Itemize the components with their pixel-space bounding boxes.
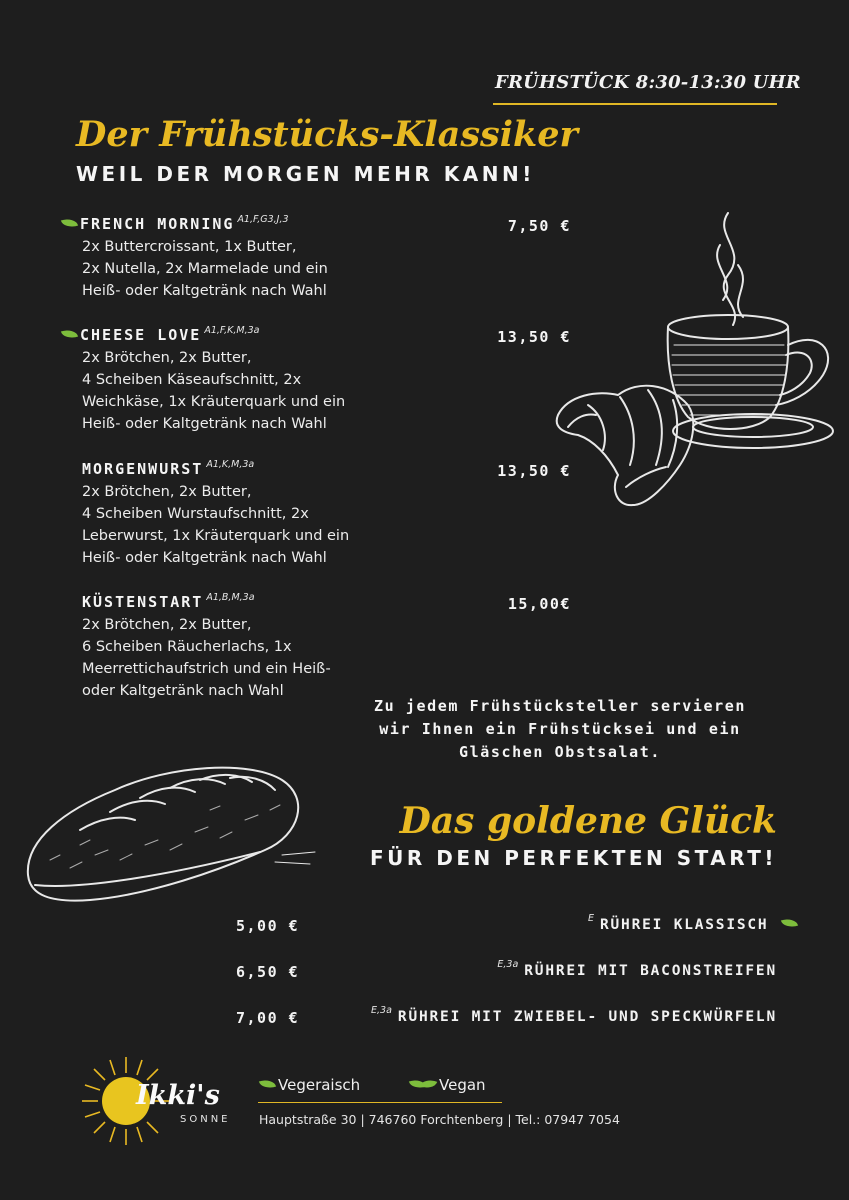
item-name: RÜHREI KLASSISCH bbox=[599, 917, 769, 933]
coffee-croissant-illustration bbox=[548, 205, 838, 515]
vegetarian-leaf-icon bbox=[61, 327, 78, 341]
footer-divider bbox=[258, 1102, 502, 1103]
allergen-codes: A1,B,M,3a bbox=[206, 592, 255, 603]
vegetarian-leaf-icon bbox=[61, 216, 78, 230]
hours-underline bbox=[493, 103, 777, 105]
allergen-codes: A1,K,M,3a bbox=[206, 459, 255, 470]
item-price: 15,00€ bbox=[507, 595, 571, 613]
allergen-codes: E,3a bbox=[497, 959, 519, 970]
item-price: 13,50 € bbox=[497, 462, 571, 480]
allergen-codes: E,3a bbox=[371, 1005, 392, 1016]
egg-item-ruehrei-bacon bbox=[497, 959, 777, 979]
menu-item-morgenwurst bbox=[82, 459, 254, 478]
legend-vegetarian bbox=[260, 1076, 360, 1094]
egg-item-ruehrei-zwiebel-speck bbox=[371, 1005, 777, 1025]
item-name: KÜSTENSTART bbox=[82, 593, 204, 611]
opening-hours: FRÜHSTÜCK 8:30-13:30 UHR bbox=[495, 72, 801, 93]
section1-subtitle: WEIL DER MORGEN MEHR KANN! bbox=[76, 162, 535, 186]
menu-item-kuestenstart bbox=[82, 592, 255, 611]
allergen-codes: E bbox=[587, 913, 594, 924]
section1-title: Der Frühstücks-Klassiker bbox=[76, 114, 578, 155]
egg-item-price: 6,50 € bbox=[236, 963, 300, 981]
brand-name: Ikki's bbox=[136, 1080, 220, 1111]
legend-vegan-label: Vegan bbox=[439, 1076, 486, 1094]
menu-item-french-morning bbox=[62, 214, 289, 233]
brand-subtitle: SONNE bbox=[180, 1114, 231, 1125]
vegetarian-leaf-icon bbox=[259, 1077, 276, 1091]
vegetarian-leaf-icon bbox=[781, 916, 798, 930]
item-description: 2x Brötchen, 2x Butter, 4 Scheiben Wurstaufschnitt, 2x Leberwurst, 1x Kräuterquark und ein Heiß- oder Kaltgetränk nach Wahl bbox=[82, 484, 350, 566]
legend-vegetarian-label: Vegeraisch bbox=[278, 1076, 361, 1094]
item-name: RÜHREI MIT BACONSTREIFEN bbox=[524, 963, 777, 979]
item-description: 2x Brötchen, 2x Butter, 6 Scheiben Räucherlachs, 1x Meerrettichaufstrich und ein Heiß- oder Kaltgetränk nach Wahl bbox=[82, 617, 331, 699]
egg-item-price: 7,00 € bbox=[236, 1009, 300, 1027]
item-price: 7,50 € bbox=[507, 217, 571, 235]
legend-vegan bbox=[410, 1076, 486, 1094]
egg-item-price: 5,00 € bbox=[236, 917, 300, 935]
item-price: 13,50 € bbox=[497, 328, 571, 346]
item-name: CHEESE LOVE bbox=[80, 326, 202, 344]
section2-subtitle: FÜR DEN PERFEKTEN START! bbox=[369, 846, 777, 870]
allergen-codes: A1,F,G3,J,3 bbox=[237, 214, 289, 225]
item-name: MORGENWURST bbox=[82, 460, 204, 478]
breakfast-note: Zu jedem Frühstücksteller servieren wir Ihnen ein Frühstücksei und ein Gläschen Obstsalat. bbox=[373, 697, 747, 761]
item-name: RÜHREI MIT ZWIEBEL- UND SPECKWÜRFELN bbox=[397, 1009, 777, 1025]
menu-item-cheese-love bbox=[62, 325, 260, 344]
item-description: 2x Brötchen, 2x Butter, 4 Scheiben Käseaufschnitt, 2x Weichkäse, 1x Kräuterquark und ein Heiß- oder Kaltgetränk nach Wahl bbox=[82, 350, 346, 432]
address: Hauptstraße 30 | 746760 Forchtenberg | Tel.: 07947 7054 bbox=[259, 1112, 620, 1127]
section2-title: Das goldene Glück bbox=[399, 800, 777, 842]
bread-illustration bbox=[20, 760, 320, 910]
vegan-leaf-icon bbox=[420, 1077, 438, 1092]
egg-item-ruehrei-klassisch bbox=[587, 913, 797, 933]
item-name: FRENCH MORNING bbox=[80, 215, 235, 233]
allergen-codes: A1,F,K,M,3a bbox=[204, 325, 260, 336]
item-description: 2x Buttercroissant, 1x Butter, 2x Nutella, 2x Marmelade und ein Heiß- oder Kaltgetränk nach Wahl bbox=[82, 239, 328, 299]
